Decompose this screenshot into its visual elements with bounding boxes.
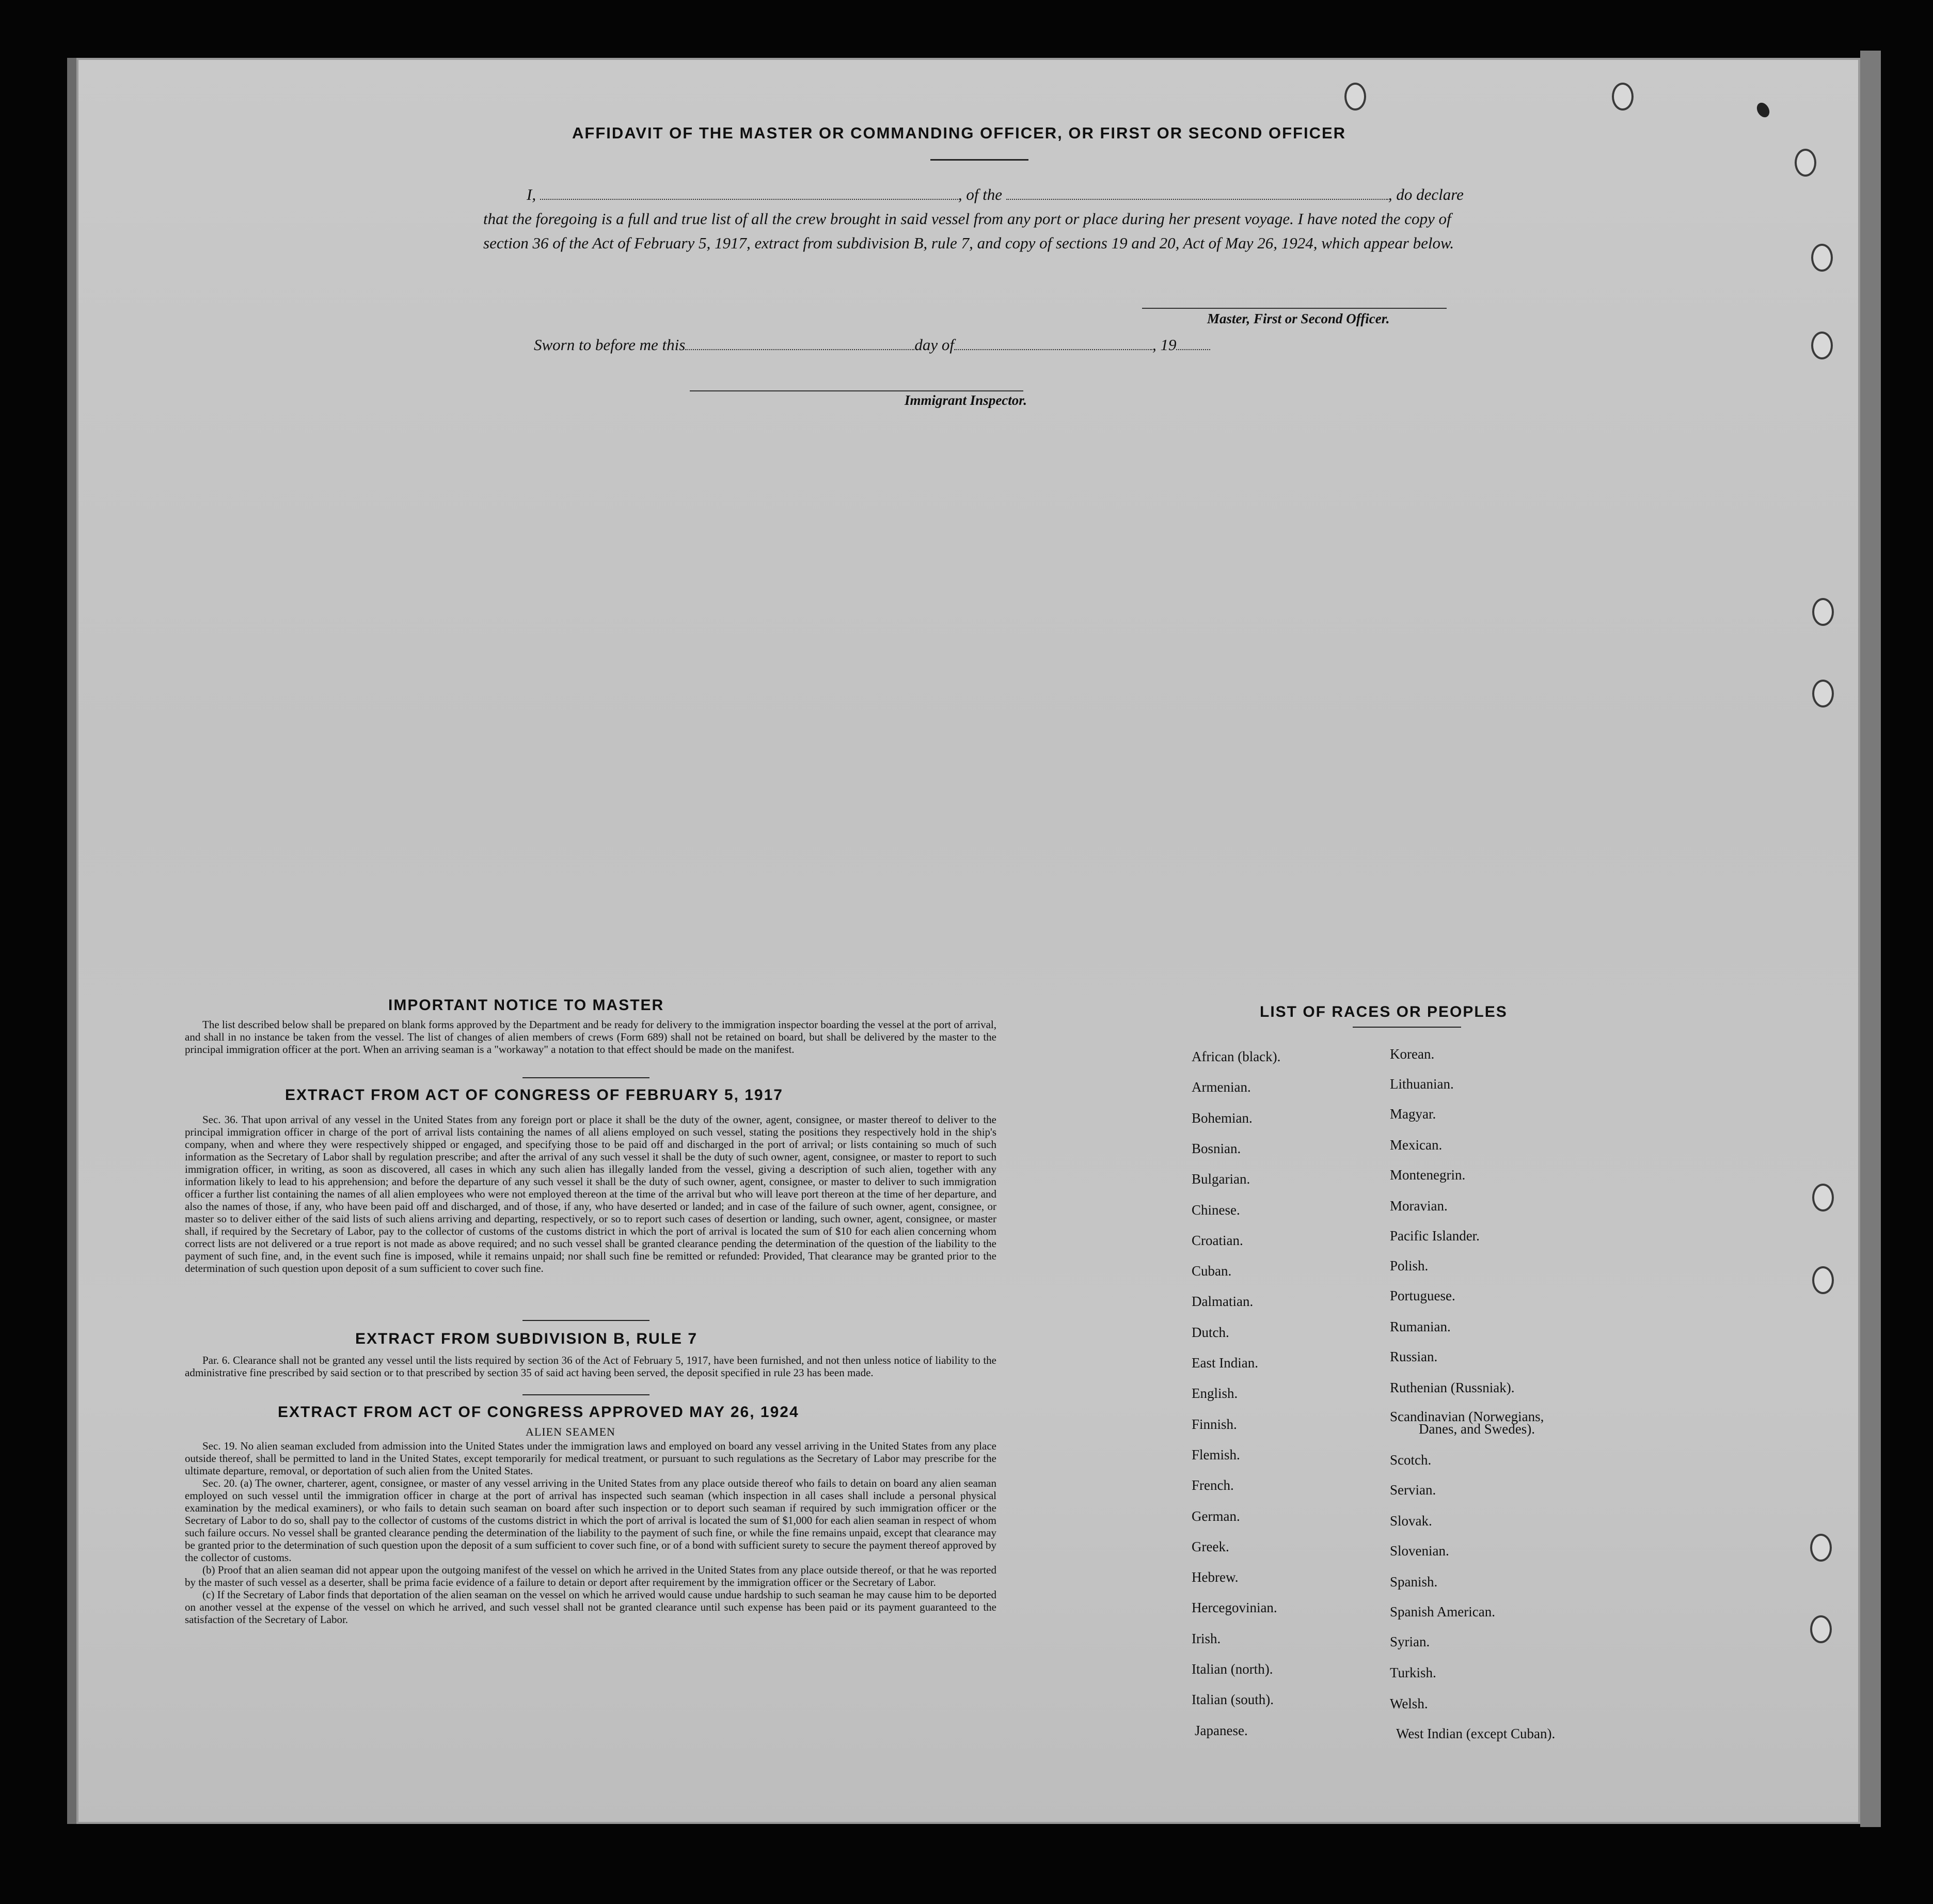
race-item: African (black). bbox=[1192, 1049, 1281, 1064]
extract-1924-title: EXTRACT FROM ACT OF CONGRESS APPROVED MAY 26, 1924 bbox=[278, 1404, 799, 1421]
par-6-paragraph: Par. 6. Clearance shall not be granted any vessel until the lists required by section 36 of the Act of February 5, 1917, have been furnished, and not then unless notice of liability to the administrative fine prescribed by said section or to that prescribed by section 35 of said act having been served, the deposit specified in rule 23 has been made. bbox=[185, 1354, 996, 1379]
race-item: Ruthenian (Russniak). bbox=[1390, 1380, 1515, 1395]
rule7-text bbox=[185, 1354, 996, 1379]
race-item: Slovak. bbox=[1390, 1513, 1432, 1529]
inspector-caption: Immigrant Inspector. bbox=[905, 392, 1027, 408]
race-item: Magyar. bbox=[1390, 1106, 1436, 1122]
race-item: Bulgarian. bbox=[1192, 1171, 1250, 1187]
race-item: Hebrew. bbox=[1192, 1569, 1239, 1585]
alien-seamen-subtitle: ALIEN SEAMEN bbox=[526, 1425, 615, 1438]
race-item: Italian (south). bbox=[1192, 1692, 1274, 1708]
binder-hole bbox=[1811, 244, 1833, 272]
race-item: Japanese. bbox=[1195, 1722, 1248, 1738]
vessel-blank[interactable] bbox=[1006, 185, 1388, 200]
binder-hole bbox=[1812, 1184, 1834, 1211]
race-item: Syrian. bbox=[1390, 1634, 1430, 1649]
race-item: Montenegrin. bbox=[1390, 1167, 1466, 1183]
sworn-year: , 19 bbox=[1152, 336, 1177, 354]
sec-19-paragraph: Sec. 19. No alien seaman excluded from admission into the United States under the immigration laws and employed on board any vessel arriving in the United States from any place outside thereof, shall be permitted to land in the United States, except temporarily for medical treatment, or pursuant to such regulations as the Secretary of Labor may prescribe for the ultimate departure, removal, or deportation of such alien from the United States. bbox=[185, 1440, 996, 1477]
race-item: Rumanian. bbox=[1390, 1319, 1451, 1334]
race-item: Korean. bbox=[1390, 1046, 1435, 1062]
race-item: Portuguese. bbox=[1390, 1288, 1455, 1303]
race-item: German. bbox=[1192, 1508, 1240, 1524]
race-item: Armenian. bbox=[1192, 1079, 1251, 1095]
section-rule bbox=[522, 1320, 649, 1321]
race-item: West Indian (except Cuban). bbox=[1396, 1726, 1556, 1741]
race-item: Hercegovinian. bbox=[1192, 1600, 1277, 1616]
document-page bbox=[76, 58, 1860, 1824]
sec-20b-paragraph: (b) Proof that an alien seaman did not appear upon the outgoing manifest of the vessel on which he arrived in the United States from any place outside thereof, or that he was reported by the master of such vessel as a deserter, shall be prima facie evidence of a failure to detain or deport after requirement by the immigration officer or the Secretary of Labor. bbox=[185, 1564, 996, 1588]
race-item: Russian. bbox=[1390, 1349, 1438, 1364]
page-edge-strip bbox=[1860, 51, 1881, 1827]
affidavit-paragraph: that the foregoing is a full and true list of all the crew brought in said vessel from any port or place during her present voyage. I have noted the copy of section 36 of the Act of February 5, 1917, extract from subdivision B, rule 7, and copy of sections 19 and 20, Act of May 26, 1924, which appear below. bbox=[483, 210, 1454, 252]
race-item: Cuban. bbox=[1192, 1263, 1232, 1279]
name-blank[interactable] bbox=[540, 185, 958, 200]
binder-hole bbox=[1810, 1534, 1832, 1562]
sec-20c-paragraph: (c) If the Secretary of Labor finds that deportation of the alien seaman on the vessel on which he arrived would cause undue hardship to such seaman he may cause him to be deported on another vessel at the expense of the vessel on which he arrived, and such vessel shall not be granted clearance until such expense has been paid or its payment guaranteed to the satisfaction of the Secretary of Labor. bbox=[185, 1588, 996, 1626]
affidavit-i: I, bbox=[527, 185, 536, 203]
sec-36-paragraph: Sec. 36. That upon arrival of any vessel in the United States from any foreign port or place it shall be the duty of the owner, agent, consignee, or master thereof to deliver to the principal immigration officer in charge of the port of arrival lists containing the names of all aliens employed on such vessel, stating the positions they respectively hold in the ship's company, when and where they were respectively shipped or engaged, and specifying those to be paid off and discharged in the port of arrival; or lists containing so much of such information as the Secretary of Labor shall by regulation prescribe; and after the arrival of any such vessel it shall be the duty of such owner, agent, consignee, or master to report to such immigration officer, in writing, as soon as discovered, all cases in which any such alien has illegally landed from the vessel, giving a description of such alien, together with any information likely to lead to his apprehension; and before the departure of any such vessel it shall be the duty of such owner, agent, consignee, or master to deliver to such immigration officer a further list containing the names of all alien employees who were not employed thereon at the time of the arrival but who will leave port thereon at the time of her departure, and also the names of those, if any, who have been paid off and discharged, and of those, if any, who have deserted or landed; and in case of the failure of such owner, agent, consignee, or master so to deliver either of the said lists of such aliens arriving and departing, respectively, or so to report such cases of desertion or landing, such owner, agent, consignee, or master shall, if required by the Secretary of Labor, pay to the collector of customs of the customs district in which the port of arrival is located the sum of $10 for each alien concerning whom correct lists are not delivered or a true report is not made as above required; and no such vessel shall be granted clearance pending the determination of the question of the liability to the payment of such fine, and, in the event such fine is imposed, while it remains unpaid; nor shall such fine be remitted or refunded: Provided, That clearance may be granted prior to the determination of such question upon deposit of a sum sufficient to cover such fine. bbox=[185, 1113, 996, 1274]
race-item: Spanish American. bbox=[1390, 1604, 1495, 1619]
race-item: Italian (north). bbox=[1192, 1661, 1273, 1677]
race-item: Polish. bbox=[1390, 1258, 1429, 1273]
title-rule bbox=[930, 159, 1028, 161]
binder-hole bbox=[1810, 1615, 1832, 1643]
section-rule bbox=[522, 1077, 649, 1078]
extract-1917-title: EXTRACT FROM ACT OF CONGRESS OF FEBRUARY 5, 1917 bbox=[285, 1087, 783, 1104]
race-item: Dutch. bbox=[1192, 1324, 1229, 1340]
race-item: Greek. bbox=[1192, 1538, 1229, 1554]
section-rule bbox=[522, 1394, 649, 1395]
race-item: Chinese. bbox=[1192, 1202, 1240, 1218]
notice-title: IMPORTANT NOTICE TO MASTER bbox=[388, 997, 664, 1014]
race-item: Lithuanian. bbox=[1390, 1076, 1454, 1092]
binder-hole bbox=[1812, 680, 1834, 707]
race-item: Servian. bbox=[1390, 1482, 1436, 1498]
affidavit-title: AFFIDAVIT OF THE MASTER OR COMMANDING OFFICER, OR FIRST OR SECOND OFFICER bbox=[572, 124, 1346, 142]
race-item: Scandinavian (Norwegians, bbox=[1390, 1409, 1544, 1424]
binder-hole bbox=[1344, 83, 1366, 111]
sworn-month-blank[interactable] bbox=[954, 336, 1152, 350]
ink-mark bbox=[1754, 101, 1772, 120]
race-item: Croatian. bbox=[1192, 1232, 1243, 1248]
sec-20a-paragraph: Sec. 20. (a) The owner, charterer, agent, consignee, or master of any vessel arriving in the United States from any place outside thereof who fails to detain on board any alien seaman employed on such vessel until the immigration officer in charge at the port of arrival has inspected such seaman (which inspection in all cases shall include a personal physical examination by the medical examiners), or who fails to detain such seaman on board after such inspection or to deport such seaman if required by such immigration officer or the Secretary of Labor to do so, shall pay to the collector of customs of the customs district in which the port of arrival is located the sum of $1,000 for each alien seaman in respect of whom such failure occurs. No vessel shall be granted clearance pending the determination of the liability to the payment of such fine, or while the fine remains unpaid, except that clearance may be granted prior to the determination of such question upon the deposit of a sum sufficient to cover such fine, or of a bond with sufficient surety to secure the payment thereof approved by the collector of customs. bbox=[185, 1477, 996, 1564]
race-item: Bosnian. bbox=[1192, 1140, 1241, 1156]
races-title-rule bbox=[1353, 1027, 1461, 1028]
race-item: Pacific Islander. bbox=[1390, 1228, 1480, 1244]
race-item: Bohemian. bbox=[1192, 1110, 1253, 1126]
sworn-day-of: day of bbox=[914, 336, 954, 354]
sworn-prefix: Sworn to before me this bbox=[534, 336, 686, 354]
race-item: Finnish. bbox=[1192, 1416, 1237, 1432]
notice-text bbox=[185, 1018, 996, 1056]
rule7-title: EXTRACT FROM SUBDIVISION B, RULE 7 bbox=[355, 1330, 698, 1347]
binder-hole bbox=[1811, 332, 1833, 359]
race-item: Mexican. bbox=[1390, 1137, 1443, 1153]
extract-1924-text bbox=[185, 1440, 996, 1626]
races-title: LIST OF RACES OR PEOPLES bbox=[1260, 1003, 1508, 1020]
binder-hole bbox=[1612, 83, 1634, 111]
race-item: English. bbox=[1192, 1386, 1238, 1402]
race-item: Welsh. bbox=[1390, 1696, 1428, 1711]
notice-paragraph: The list described below shall be prepared on blank forms approved by the Department and be ready for delivery to the immigration inspector boarding the vessel at the port of arrival, and shall in no instance be taken from the vessel. The list of changes of alien members of crews (Form 689) shall not be retained on board, but shall be delivered by the master to the principal immigration officer at the port. When an arriving seaman is a "workaway" a notation to that effect should be made on the manifest. bbox=[185, 1018, 996, 1056]
race-item: Dalmatian. bbox=[1192, 1294, 1254, 1310]
binder-hole bbox=[1795, 149, 1816, 177]
affidavit-of-the: , of the bbox=[958, 185, 1003, 203]
race-item: East Indian. bbox=[1192, 1355, 1258, 1371]
sworn-date-blank[interactable] bbox=[685, 336, 914, 350]
race-item: Moravian. bbox=[1390, 1198, 1448, 1214]
master-caption: Master, First or Second Officer. bbox=[1207, 311, 1390, 326]
binder-hole bbox=[1812, 1266, 1834, 1294]
race-item: Slovenian. bbox=[1390, 1543, 1449, 1559]
race-item: French. bbox=[1192, 1477, 1234, 1493]
race-item: Turkish. bbox=[1390, 1665, 1436, 1680]
sworn-year-blank[interactable] bbox=[1176, 336, 1210, 350]
binder-hole bbox=[1812, 598, 1834, 626]
affidavit-declare: , do declare bbox=[1388, 185, 1464, 203]
affidavit-declaration-line bbox=[527, 182, 1554, 207]
extract-1917-text bbox=[185, 1113, 996, 1274]
master-signature-line[interactable] bbox=[1142, 308, 1447, 309]
inspector-signature-line[interactable] bbox=[690, 390, 1023, 391]
race-item: Danes, and Swedes). bbox=[1419, 1421, 1535, 1437]
race-item: Spanish. bbox=[1390, 1574, 1438, 1590]
race-item: Scotch. bbox=[1390, 1452, 1432, 1468]
page-edge-shadow bbox=[67, 58, 76, 1824]
race-item: Flemish. bbox=[1192, 1446, 1240, 1462]
race-item: Irish. bbox=[1192, 1630, 1221, 1646]
sworn-line bbox=[534, 336, 1308, 354]
